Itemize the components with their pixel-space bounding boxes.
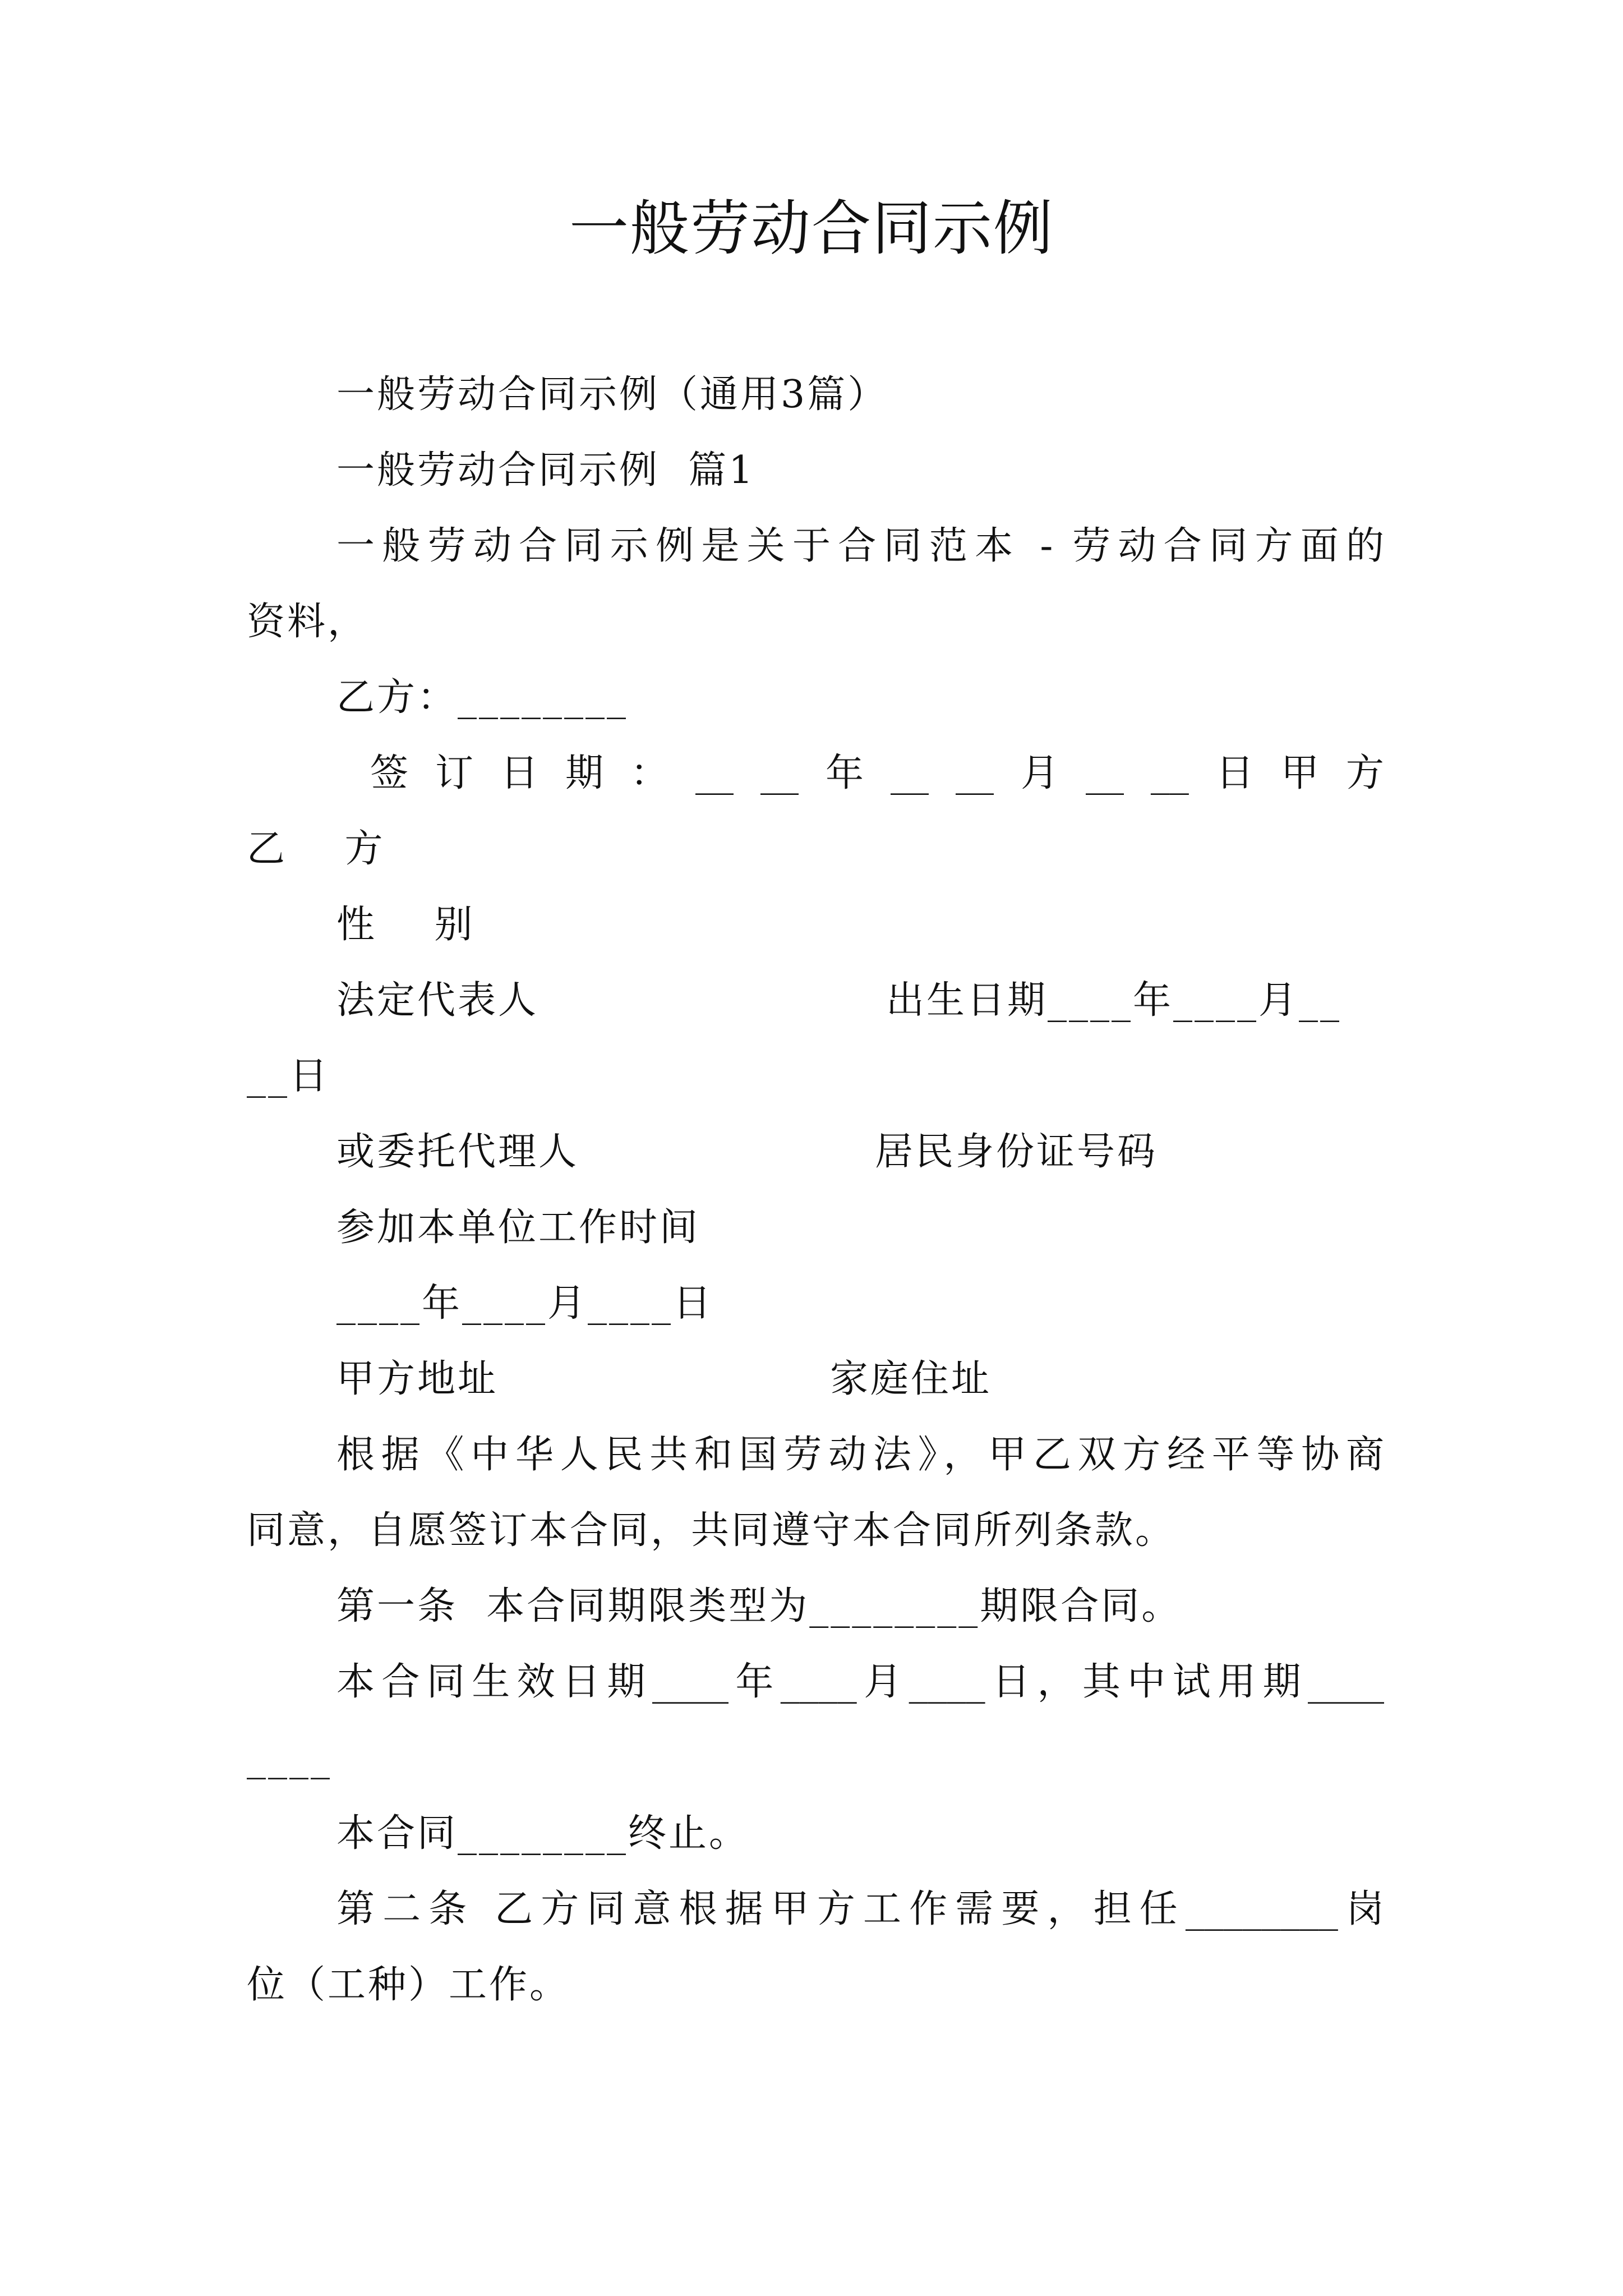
work-start-date-field: ____年____月____日 xyxy=(336,1281,714,1326)
birth-date-field: 出生日期____年____月__ xyxy=(886,978,1342,1023)
subtitle-line: 一般劳动合同示例（通用3篇） xyxy=(336,372,888,417)
intro-paragraph-line2: 资料， xyxy=(247,600,368,644)
signing-date-char: 方 xyxy=(1345,751,1384,795)
signing-date-char: __ xyxy=(760,751,799,795)
party-a-address-label: 甲方地址 xyxy=(336,1357,499,1401)
party-b-field: 乙方：________ xyxy=(336,675,629,720)
signing-date-char: 签 xyxy=(370,751,409,795)
agent-label: 或委托代理人 xyxy=(336,1130,579,1174)
signing-date-char: ： xyxy=(630,751,669,795)
signing-date-char: 月 xyxy=(1020,751,1059,795)
article-1-effective-date: 本合同生效日期____年____月____日，其中试用期____ xyxy=(336,1660,1384,1704)
signing-date-char: 年 xyxy=(825,751,864,795)
home-address-label: 家庭住址 xyxy=(830,1357,992,1401)
signing-date-char: __ xyxy=(695,751,734,795)
signing-date-char: __ xyxy=(1150,751,1189,795)
signing-date-char: 期 xyxy=(565,751,604,795)
signing-date-row xyxy=(370,751,1384,795)
article-2-line1: 第二条 乙方同意根据甲方工作需要，担任________岗 xyxy=(336,1887,1384,1931)
signing-date-char: __ xyxy=(955,751,994,795)
id-number-label: 居民身份证号码 xyxy=(875,1130,1158,1174)
party-b-label: 乙 方 xyxy=(247,827,385,871)
gender-label: 性 别 xyxy=(336,903,475,947)
intro-paragraph-line1: 一般劳动合同示例是关于合同范本 - 劳动合同方面的 xyxy=(336,524,1384,568)
document-title: 一般劳动合同示例 xyxy=(569,194,1054,263)
article-2-line2: 位（工种）工作。 xyxy=(247,1963,570,2007)
signing-date-char: __ xyxy=(890,751,929,795)
article-1-effective-date-cont: ____ xyxy=(247,1736,332,1780)
legal-representative-label: 法定代表人 xyxy=(336,978,539,1023)
signing-date-char: 日 xyxy=(500,751,539,795)
signing-date-char: 订 xyxy=(435,751,474,795)
birth-date-field-cont: __日 xyxy=(247,1054,330,1098)
signing-date-char: 日 xyxy=(1215,751,1254,795)
signing-date-char: __ xyxy=(1085,751,1124,795)
signing-date-char: 甲 xyxy=(1280,751,1319,795)
article-1-termination: 本合同________终止。 xyxy=(336,1811,750,1856)
preamble-line2: 同意，自愿签订本合同，共同遵守本合同所列条款。 xyxy=(247,1508,1176,1553)
work-start-label: 参加本单位工作时间 xyxy=(336,1205,700,1250)
article-1-term-type: 第一条 本合同期限类型为________期限合同。 xyxy=(336,1584,1182,1628)
preamble-line1: 根据《中华人民共和国劳动法》，甲乙双方经平等协商 xyxy=(336,1433,1384,1477)
section-heading: 一般劳动合同示例 篇1 xyxy=(336,448,755,493)
